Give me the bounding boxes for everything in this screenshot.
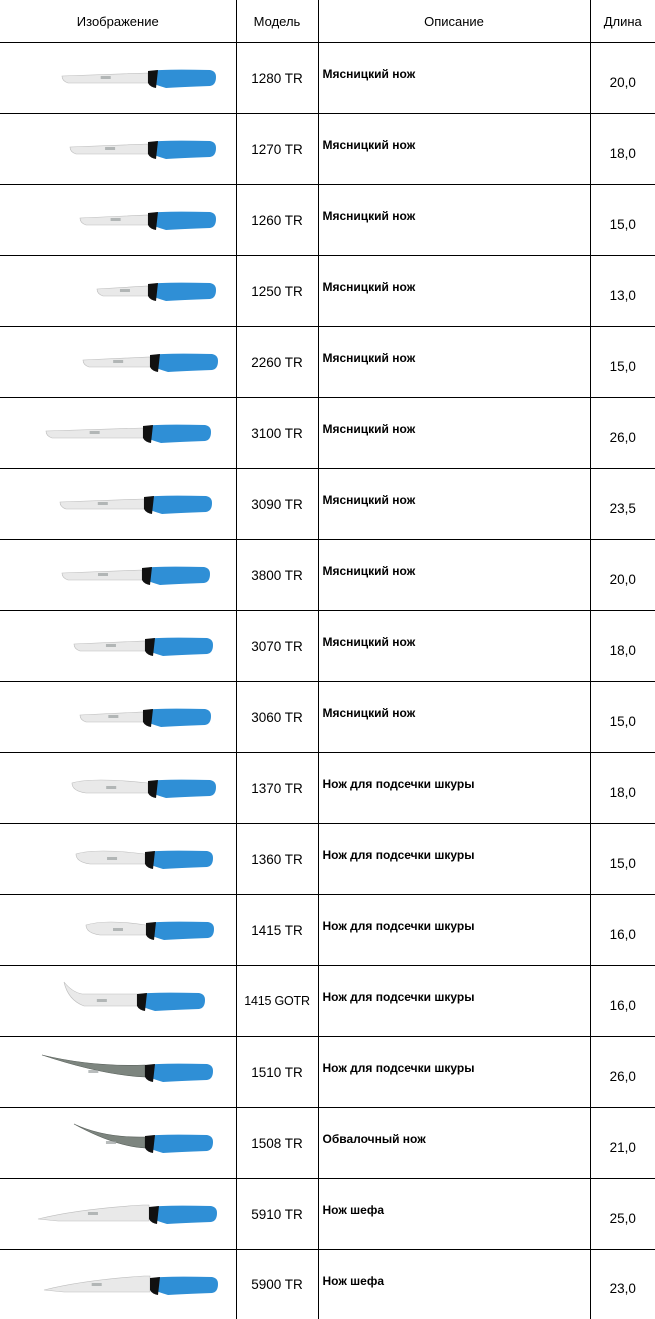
model-cell: 5900 TR [236, 1250, 318, 1319]
length-cell: 15,0 [590, 185, 655, 256]
header-model: Модель [236, 0, 318, 43]
header-description: Описание [318, 0, 590, 43]
length-cell: 16,0 [590, 966, 655, 1037]
model-cell: 3800 TR [236, 540, 318, 611]
description-cell: Мясницкий нож [318, 43, 590, 114]
length-cell: 15,0 [590, 327, 655, 398]
product-image-cell [0, 185, 236, 256]
chef-knife-icon [0, 1250, 236, 1312]
model-cell: 1415 TR [236, 895, 318, 966]
butcher-knife-icon [0, 682, 236, 744]
length-cell: 25,0 [590, 1179, 655, 1250]
table-row [0, 114, 655, 185]
description-cell: Нож для подсечки шкуры [318, 895, 590, 966]
butcher-knife-icon [0, 185, 236, 247]
skinning-knife-icon [0, 895, 236, 957]
length-cell: 26,0 [590, 398, 655, 469]
length-cell: 15,0 [590, 824, 655, 895]
model-cell: 1280 TR [236, 43, 318, 114]
table-row [0, 682, 655, 753]
butcher-knife-icon [0, 327, 236, 389]
table-row [0, 824, 655, 895]
description-cell: Нож для подсечки шкуры [318, 824, 590, 895]
description-cell: Обвалочный нож [318, 1108, 590, 1179]
product-image-cell [0, 43, 236, 114]
length-cell: 23,0 [590, 1250, 655, 1319]
butcher-knife-icon [0, 43, 236, 105]
description-cell: Мясницкий нож [318, 398, 590, 469]
model-cell: 1360 TR [236, 824, 318, 895]
length-cell: 15,0 [590, 682, 655, 753]
table-row [0, 895, 655, 966]
description-cell: Нож шефа [318, 1179, 590, 1250]
table-row [0, 753, 655, 824]
product-image-cell [0, 753, 236, 824]
model-cell: 1510 TR [236, 1037, 318, 1108]
description-cell: Мясницкий нож [318, 540, 590, 611]
butcher-knife-icon [0, 256, 236, 318]
table-row [0, 1250, 655, 1319]
length-cell: 26,0 [590, 1037, 655, 1108]
table-row [0, 1108, 655, 1179]
model-cell: 1250 TR [236, 256, 318, 327]
length-cell: 20,0 [590, 540, 655, 611]
skinning-knife-icon [0, 824, 236, 886]
product-image-cell [0, 256, 236, 327]
length-cell: 20,0 [590, 43, 655, 114]
chef-knife-icon [0, 1179, 236, 1241]
product-image-cell [0, 895, 236, 966]
product-image-cell [0, 469, 236, 540]
header-row [0, 0, 655, 43]
table-row [0, 398, 655, 469]
length-cell: 18,0 [590, 114, 655, 185]
description-cell: Нож шефа [318, 1250, 590, 1319]
model-cell: 1508 TR [236, 1108, 318, 1179]
product-image-cell [0, 824, 236, 895]
table-row [0, 469, 655, 540]
butcher-knife-icon [0, 540, 236, 602]
description-cell: Нож для подсечки шкуры [318, 1037, 590, 1108]
length-cell: 16,0 [590, 895, 655, 966]
description-cell: Нож для подсечки шкуры [318, 753, 590, 824]
length-cell: 23,5 [590, 469, 655, 540]
length-cell: 18,0 [590, 611, 655, 682]
description-cell: Мясницкий нож [318, 256, 590, 327]
description-cell: Мясницкий нож [318, 611, 590, 682]
product-image-cell [0, 1250, 236, 1319]
product-image-cell [0, 611, 236, 682]
model-cell: 2260 TR [236, 327, 318, 398]
product-image-cell [0, 1179, 236, 1250]
table-row [0, 256, 655, 327]
description-cell: Мясницкий нож [318, 185, 590, 256]
model-cell: 3100 TR [236, 398, 318, 469]
length-cell: 13,0 [590, 256, 655, 327]
product-image-cell [0, 398, 236, 469]
description-cell: Мясницкий нож [318, 327, 590, 398]
gut-hook-knife-icon [0, 966, 236, 1028]
model-cell: 5910 TR [236, 1179, 318, 1250]
product-image-cell [0, 327, 236, 398]
table-row [0, 540, 655, 611]
model-cell: 1415 GOTR [236, 966, 318, 1037]
description-cell: Нож для подсечки шкуры [318, 966, 590, 1037]
product-image-cell [0, 682, 236, 753]
model-cell: 1270 TR [236, 114, 318, 185]
model-cell: 3060 TR [236, 682, 318, 753]
table-row [0, 611, 655, 682]
description-cell: Мясницкий нож [318, 114, 590, 185]
length-cell: 21,0 [590, 1108, 655, 1179]
butcher-knife-icon [0, 611, 236, 673]
butcher-knife-icon [0, 398, 236, 460]
table-row [0, 43, 655, 114]
product-image-cell [0, 1037, 236, 1108]
table-row [0, 185, 655, 256]
skinning-knife-icon [0, 753, 236, 815]
scimitar-knife-icon [0, 1037, 236, 1099]
product-image-cell [0, 1108, 236, 1179]
table-row [0, 327, 655, 398]
header-length: Длина [590, 0, 655, 43]
product-image-cell [0, 540, 236, 611]
model-cell: 3070 TR [236, 611, 318, 682]
description-cell: Мясницкий нож [318, 682, 590, 753]
table-row [0, 1037, 655, 1108]
description-cell: Мясницкий нож [318, 469, 590, 540]
table-row [0, 966, 655, 1037]
product-image-cell [0, 114, 236, 185]
boning-knife-icon [0, 1108, 236, 1170]
table-row [0, 1179, 655, 1250]
header-image: Изображение [0, 0, 236, 43]
model-cell: 3090 TR [236, 469, 318, 540]
butcher-knife-icon [0, 114, 236, 176]
product-image-cell [0, 966, 236, 1037]
butcher-knife-icon [0, 469, 236, 531]
model-cell: 1370 TR [236, 753, 318, 824]
length-cell: 18,0 [590, 753, 655, 824]
model-cell: 1260 TR [236, 185, 318, 256]
